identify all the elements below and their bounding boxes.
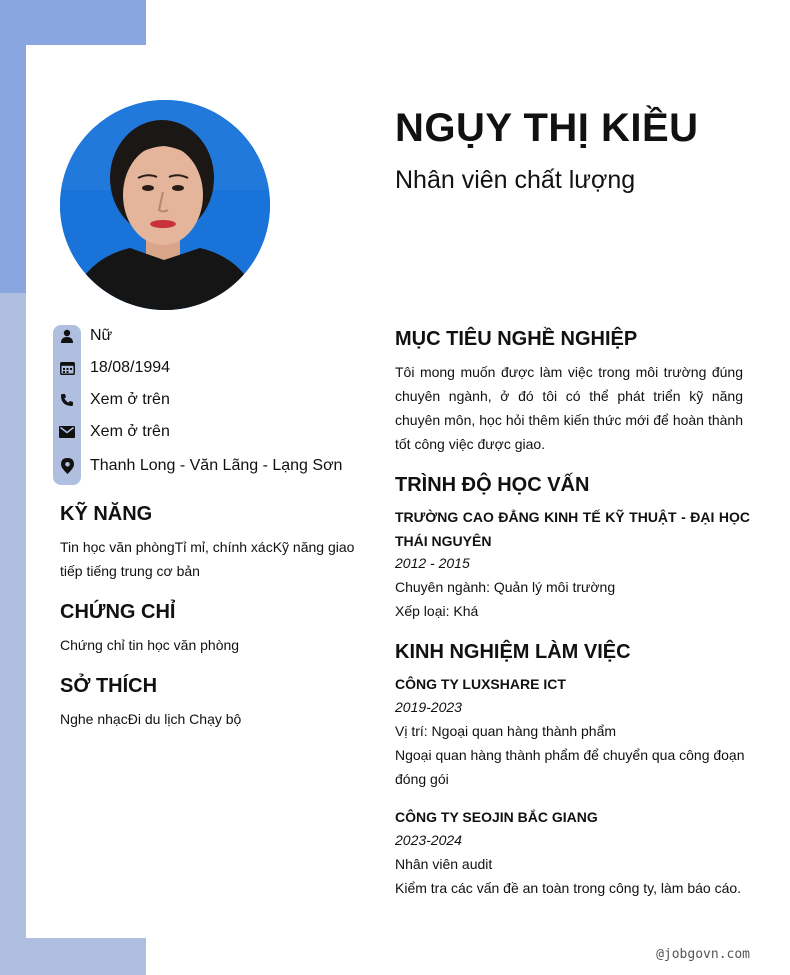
certificates-title: CHỨNG CHỈ: [60, 601, 176, 623]
education-period: 2012 - 2015: [395, 555, 470, 571]
location-pin-icon: [56, 455, 78, 477]
contact-text: Xem ở trên: [90, 423, 170, 440]
skills-title: KỸ NĂNG: [60, 503, 153, 525]
calendar-icon: [56, 357, 78, 379]
hobbies-title: SỞ THÍCH: [60, 675, 158, 697]
contact-text: Xem ở trên: [90, 391, 170, 408]
contact-phone: [56, 384, 170, 416]
objective-title: MỤC TIÊU NGHỀ NGHIỆP: [395, 328, 638, 350]
education-school: TRƯỜNG CAO ĐẲNG KINH TẾ KỸ THUẬT - ĐẠI HỌC THÁI NGUYÊN: [395, 509, 750, 549]
job-position: Vị trí: Ngoại quan hàng thành phẩm: [395, 723, 617, 739]
job-company: CÔNG TY LUXSHARE ICT: [395, 676, 566, 692]
contact-text: 18/08/1994: [90, 359, 171, 376]
person-icon: [56, 325, 78, 347]
contact-text: Thanh Long - Văn Lãng - Lạng Sơn: [90, 457, 343, 474]
job-description: Ngoại quan hàng thành phẩm để chuyển qua công đoạn đóng gói: [395, 747, 745, 787]
profile-photo: [60, 100, 270, 310]
objective-text: Tôi mong muốn được làm việc trong môi trường đúng chuyên ngành, ở đó tôi có thể phát triển kỹ năng chuyên môn, học hỏi thêm kiến thức mới để hoàn thành tốt công việc được giao.: [395, 364, 743, 452]
contact-birthdate: [56, 352, 170, 384]
experience-title: KINH NGHIỆM LÀM VIỆC: [395, 641, 631, 663]
job-company: CÔNG TY SEOJIN BẮC GIANG: [395, 809, 598, 825]
contact-address: [56, 450, 342, 482]
contact-gender: [56, 320, 112, 352]
skills-text: Tin học văn phòngTỉ mỉ, chính xácKỹ năng giao tiếp tiếng trung cơ bản: [60, 539, 355, 579]
job-period: 2023-2024: [395, 832, 462, 848]
education-major: Chuyên ngành: Quản lý môi trường: [395, 579, 616, 595]
job-position: Nhân viên audit: [395, 856, 493, 872]
contact-text: Nữ: [90, 327, 113, 344]
mail-icon: [56, 421, 78, 443]
candidate-role: Nhân viên chất lượng: [395, 166, 636, 194]
certificates-text: Chứng chỉ tin học văn phòng: [60, 637, 240, 653]
hobbies-text: Nghe nhạcĐi du lịch Chạy bộ: [60, 711, 242, 727]
phone-icon: [56, 389, 78, 411]
candidate-name: NGỤY THỊ KIỀU: [395, 106, 699, 150]
job-period: 2019-2023: [395, 699, 462, 715]
contact-email: [56, 416, 170, 448]
education-grade: Xếp loại: Khá: [395, 603, 479, 619]
education-title: TRÌNH ĐỘ HỌC VẤN: [395, 474, 590, 496]
footer-watermark: @jobgovn.com: [656, 947, 750, 962]
job-description: Kiểm tra các vấn đề an toàn trong công ty, làm báo cáo.: [395, 880, 742, 896]
